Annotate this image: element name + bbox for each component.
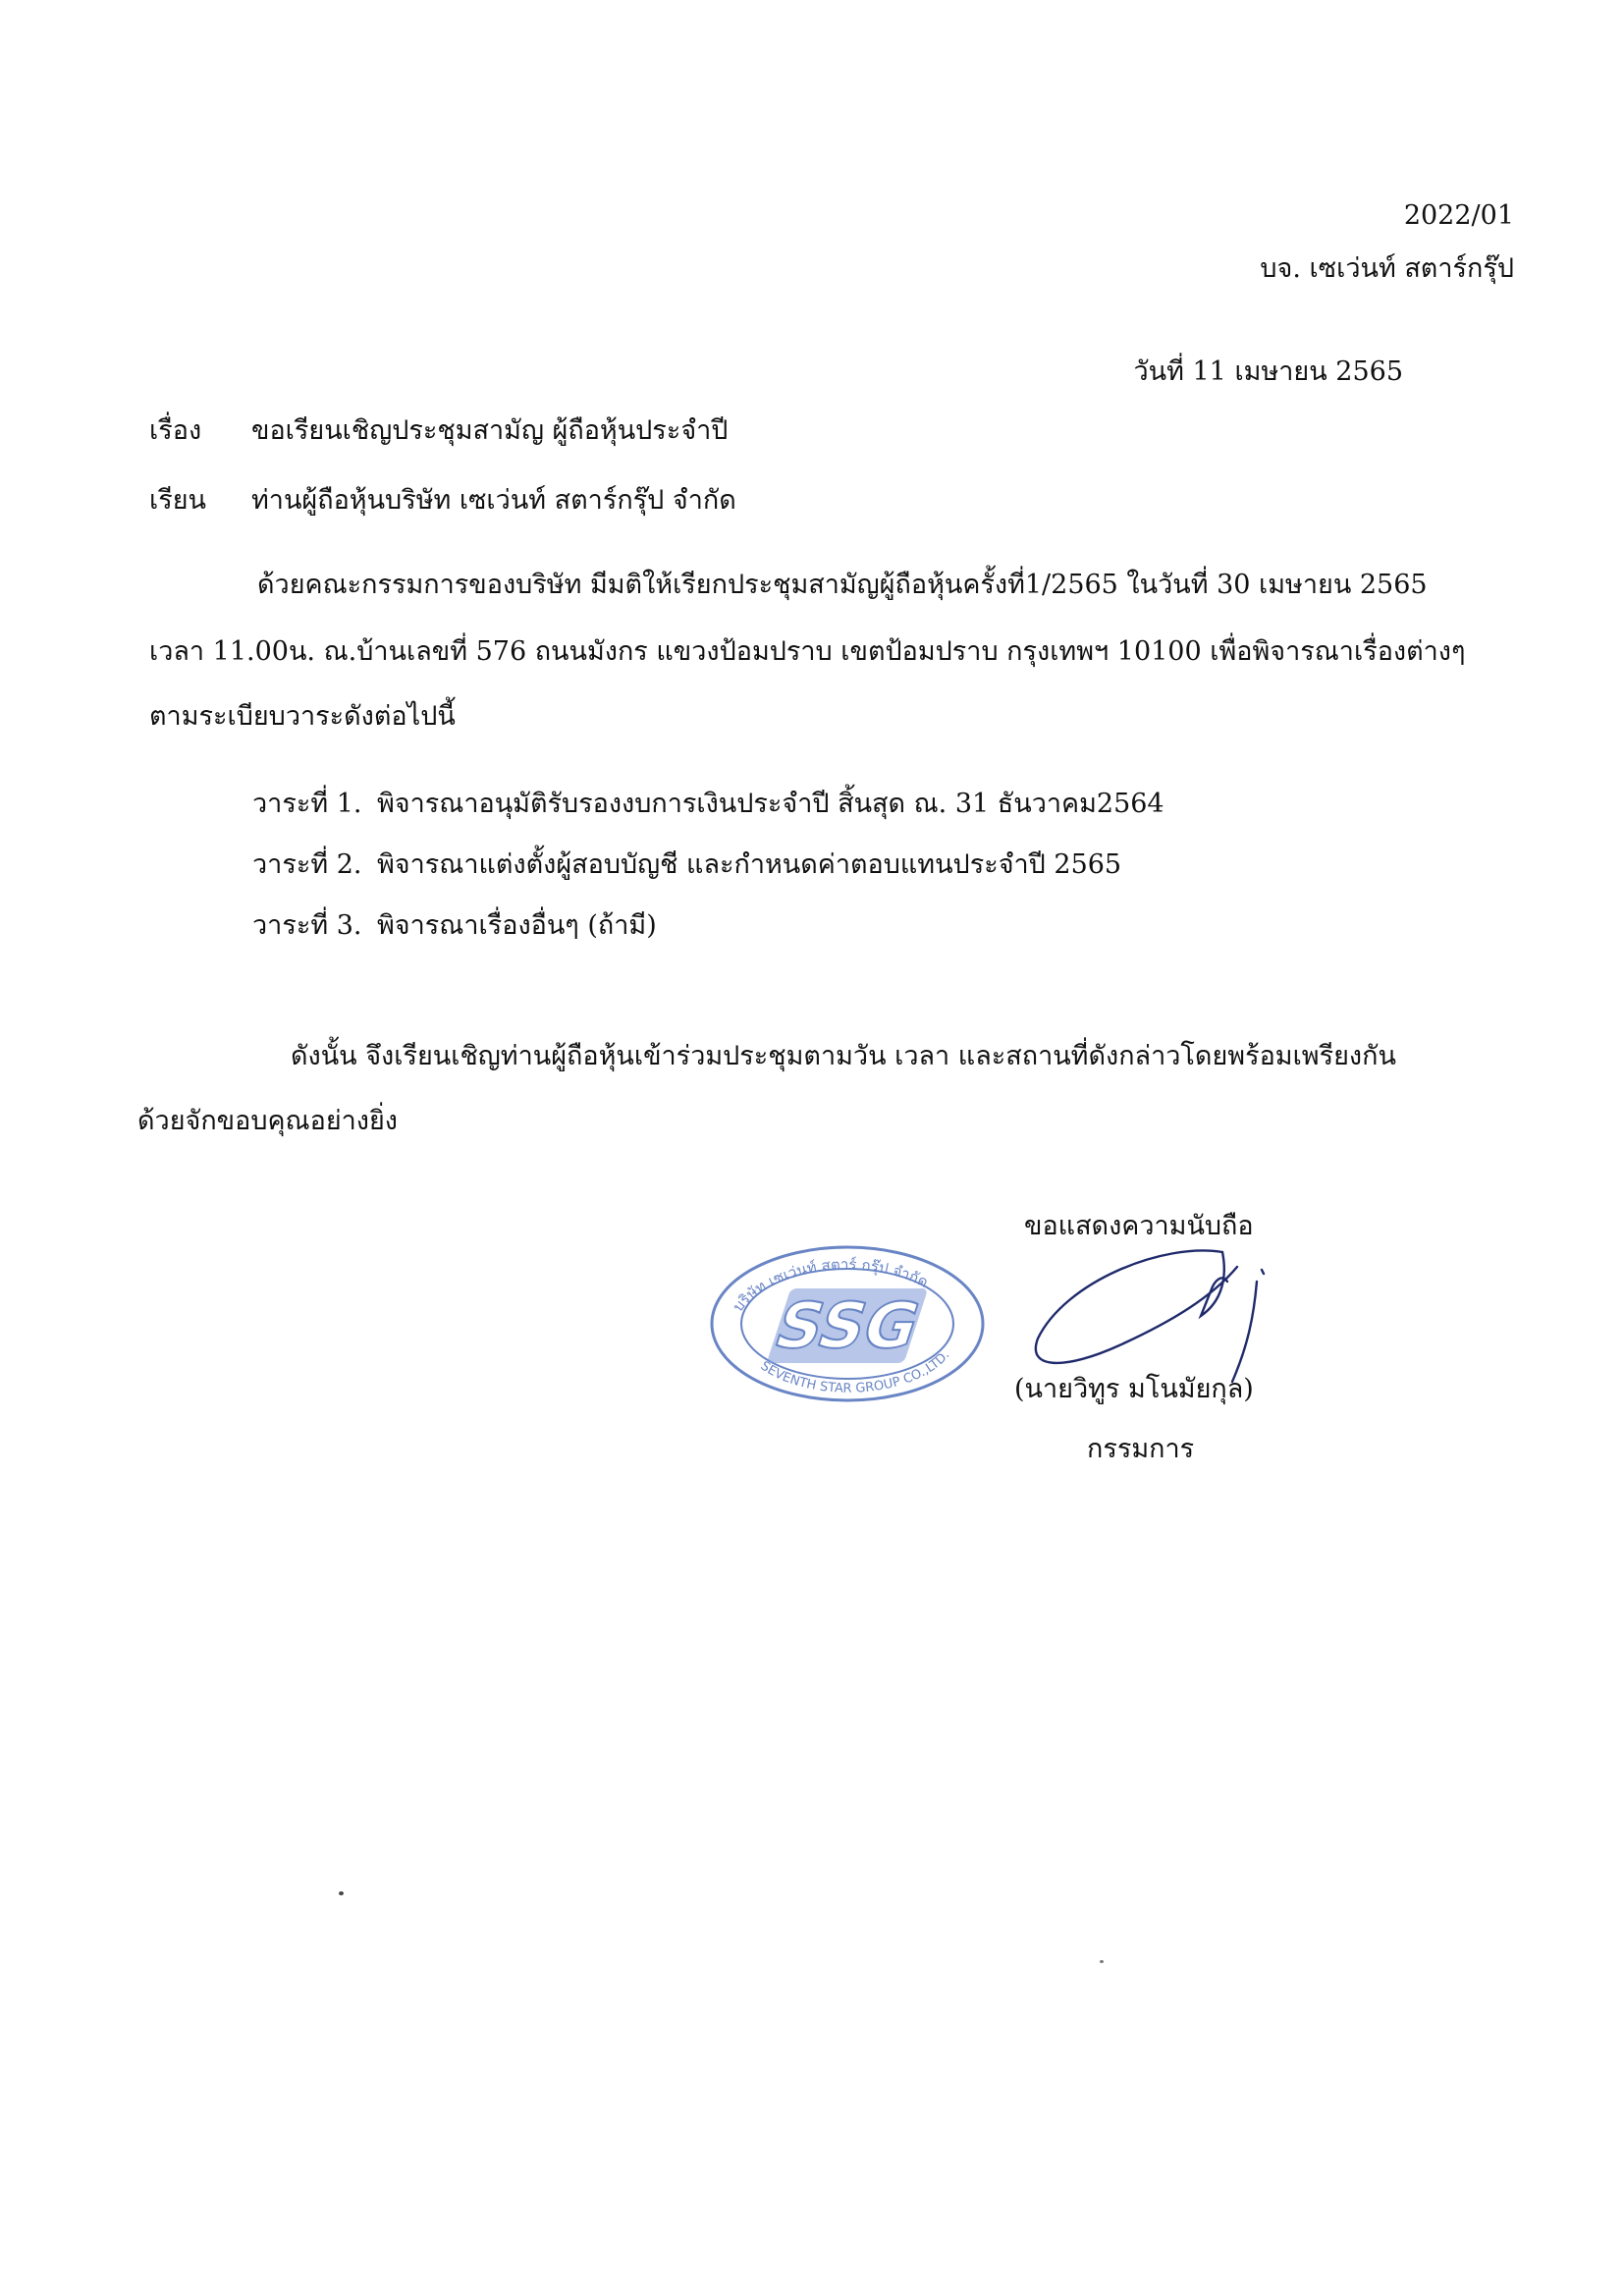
subject-label: เรื่อง bbox=[149, 415, 202, 446]
signer-title: กรรมการ bbox=[1087, 1434, 1195, 1464]
stamp-ring-text-bottom: SEVENTH STAR GROUP CO.,LTD. bbox=[757, 1347, 953, 1396]
paragraph-2-line-1: ดังนั้น จึงเรียนเชิญท่านผู้ถือหุ้นเข้าร่วมประชุมตามวัน เวลา และสถานที่ดังกล่าวโดยพร้อมเพรียงกัน bbox=[291, 1041, 1396, 1071]
agenda-item bbox=[252, 847, 1121, 883]
agenda-number: วาระที่ 2. bbox=[252, 849, 362, 880]
paragraph-1-line-3: ตามระเบียบวาระดังต่อไปนี้ bbox=[149, 701, 456, 732]
agenda-text: พิจารณาแต่งตั้งผู้สอบบัญชี และกำหนดค่าตอบแทนประจำปี 2565 bbox=[377, 849, 1122, 880]
agenda-number: วาระที่ 3. bbox=[252, 910, 362, 941]
stamp-ring-text-top: บริษัท เซเว่นท์ สตาร์ กรุ๊ป จำกัด bbox=[729, 1255, 932, 1316]
paragraph-1-line-2: เวลา 11.00น. ณ.บ้านเลขที่ 576 ถนนมังกร แขวงป้อมปราบ เขตป้อมปราบ กรุงเทพฯ 10100 เพื่อพิจารณาเรื่องต่างๆ bbox=[149, 636, 1466, 667]
paragraph-2-line-2: ด้วยจักขอบคุณอย่างยิ่ง bbox=[137, 1106, 398, 1136]
paragraph-1-line-1: ด้วยคณะกรรมการของบริษัท มีมติให้เรียกประชุมสามัญผู้ถือหุ้นครั้งที่1/2565 ในวันที่ 30 เมษายน 2565 bbox=[257, 570, 1428, 600]
subject-text: ขอเรียนเชิญประชุมสามัญ ผู้ถือหุ้นประจำปี bbox=[251, 415, 729, 446]
agenda-item bbox=[252, 908, 657, 944]
recipient-label: เรียน bbox=[149, 485, 207, 516]
stamp-monogram: SSG bbox=[765, 1289, 929, 1363]
signer-name: (นายวิทูร มโนมัยกุล) bbox=[1014, 1374, 1254, 1404]
recipient-text: ท่านผู้ถือหุ้นบริษัท เซเว่นท์ สตาร์กรุ๊ป จำกัด bbox=[251, 485, 736, 516]
agenda-number: วาระที่ 1. bbox=[252, 789, 362, 819]
company-stamp bbox=[702, 1235, 992, 1407]
document-number: 2022/01 bbox=[1403, 200, 1514, 231]
company-short-name: บจ. เซเว่นท์ สตาร์กรุ๊ป bbox=[1260, 253, 1514, 284]
signature bbox=[1026, 1223, 1276, 1394]
agenda-text: พิจารณาเรื่องอื่นๆ (ถ้ามี) bbox=[377, 910, 657, 941]
subject-line bbox=[149, 413, 728, 449]
document-date: วันที่ 11 เมษายน 2565 bbox=[1133, 356, 1403, 387]
recipient-line bbox=[149, 483, 736, 519]
scan-speck bbox=[1100, 1960, 1104, 1963]
closing-salutation: ขอแสดงความนับถือ bbox=[1024, 1211, 1254, 1241]
scan-speck bbox=[339, 1891, 344, 1895]
agenda-text: พิจารณาอนุมัติรับรองงบการเงินประจำปี สิ้นสุด ณ. 31 ธันวาคม2564 bbox=[377, 789, 1164, 819]
agenda-item bbox=[252, 787, 1164, 822]
